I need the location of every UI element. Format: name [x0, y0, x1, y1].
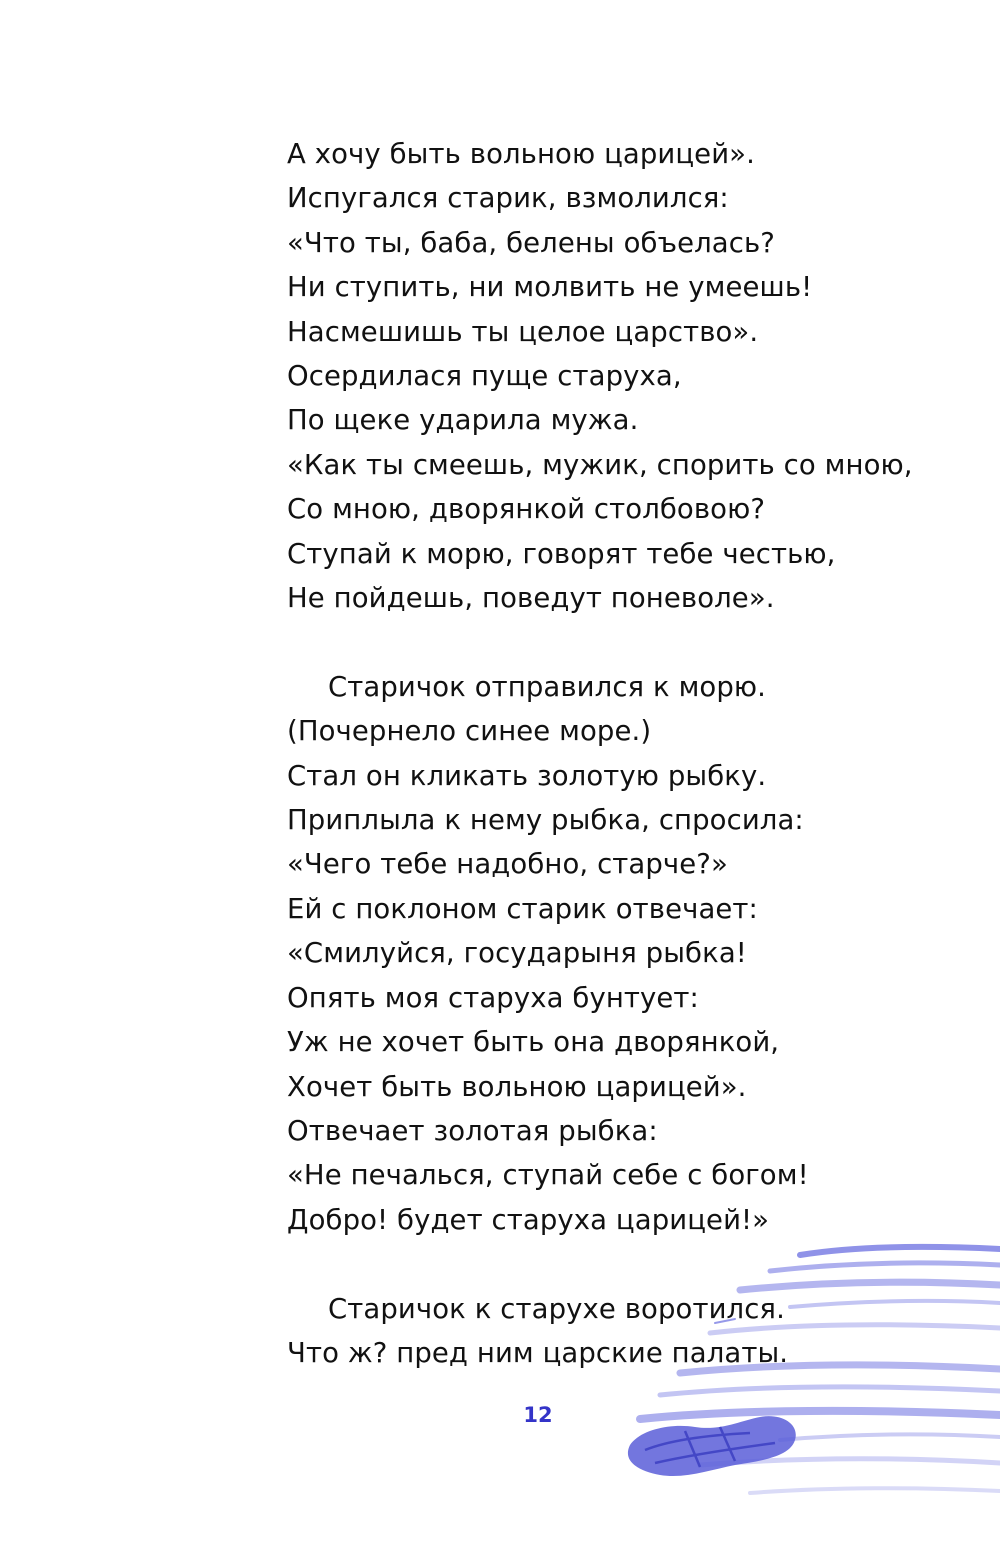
poem-line: «Не печалься, ступай себе с богом!: [287, 1159, 809, 1192]
sea-waves-illustration: [600, 1235, 1000, 1552]
poem-line: Ни ступить, ни молвить не умеешь!: [287, 271, 813, 304]
poem-line: Со мною, дворянкой столбовою?: [287, 493, 766, 526]
poem-line: (Почернело синее море.): [287, 715, 652, 748]
poem-line: Ступай к морю, говорят тебе честью,: [287, 537, 836, 570]
poem-line: «Как ты смеешь, мужик, спорить со мною,: [287, 448, 913, 481]
poem-line: Старичок отправился к морю.: [328, 670, 766, 703]
poem-line: Насмешишь ты целое царство».: [287, 315, 759, 348]
poem-line: По щеке ударила мужа.: [287, 404, 639, 437]
poem-line: «Смилуйся, государыня рыбка!: [287, 937, 747, 970]
poem-line: Хочет быть вольною царицей».: [287, 1070, 747, 1103]
poem-line: Ей с поклоном старик отвечает:: [287, 892, 758, 925]
poem-line: А хочу быть вольною царицей».: [287, 138, 755, 170]
poem-line: Добро! будет старуха царицей!»: [287, 1203, 770, 1236]
poem-line: Стал он кликать золотую рыбку.: [287, 759, 767, 792]
poem-line: Уж не хочет быть она дворянкой,: [287, 1026, 780, 1059]
page-number: 12: [523, 1403, 553, 1427]
poem-line: Не пойдешь, поведут поневоле».: [287, 582, 775, 615]
stanza-break: [287, 620, 927, 664]
poem-line: Что ж? пред ним царские палаты.: [287, 1336, 789, 1369]
poem-text: [287, 132, 927, 1375]
poem-line: Испугался старик, взмолился:: [287, 182, 729, 215]
poem-line: Осердилася пуще старуха,: [287, 360, 682, 393]
poem-line: Отвечает золотая рыбка:: [287, 1114, 658, 1147]
poem-line: «Что ты, баба, белены объелась?: [287, 226, 775, 259]
poem-line: Старичок к старухе воротился.: [328, 1292, 785, 1325]
poem-line: Приплыла к нему рыбка, спросила:: [287, 804, 804, 837]
poem-line: «Чего тебе надобно, старче?»: [287, 848, 728, 881]
poem-line: Опять моя старуха бунтует:: [287, 981, 699, 1014]
